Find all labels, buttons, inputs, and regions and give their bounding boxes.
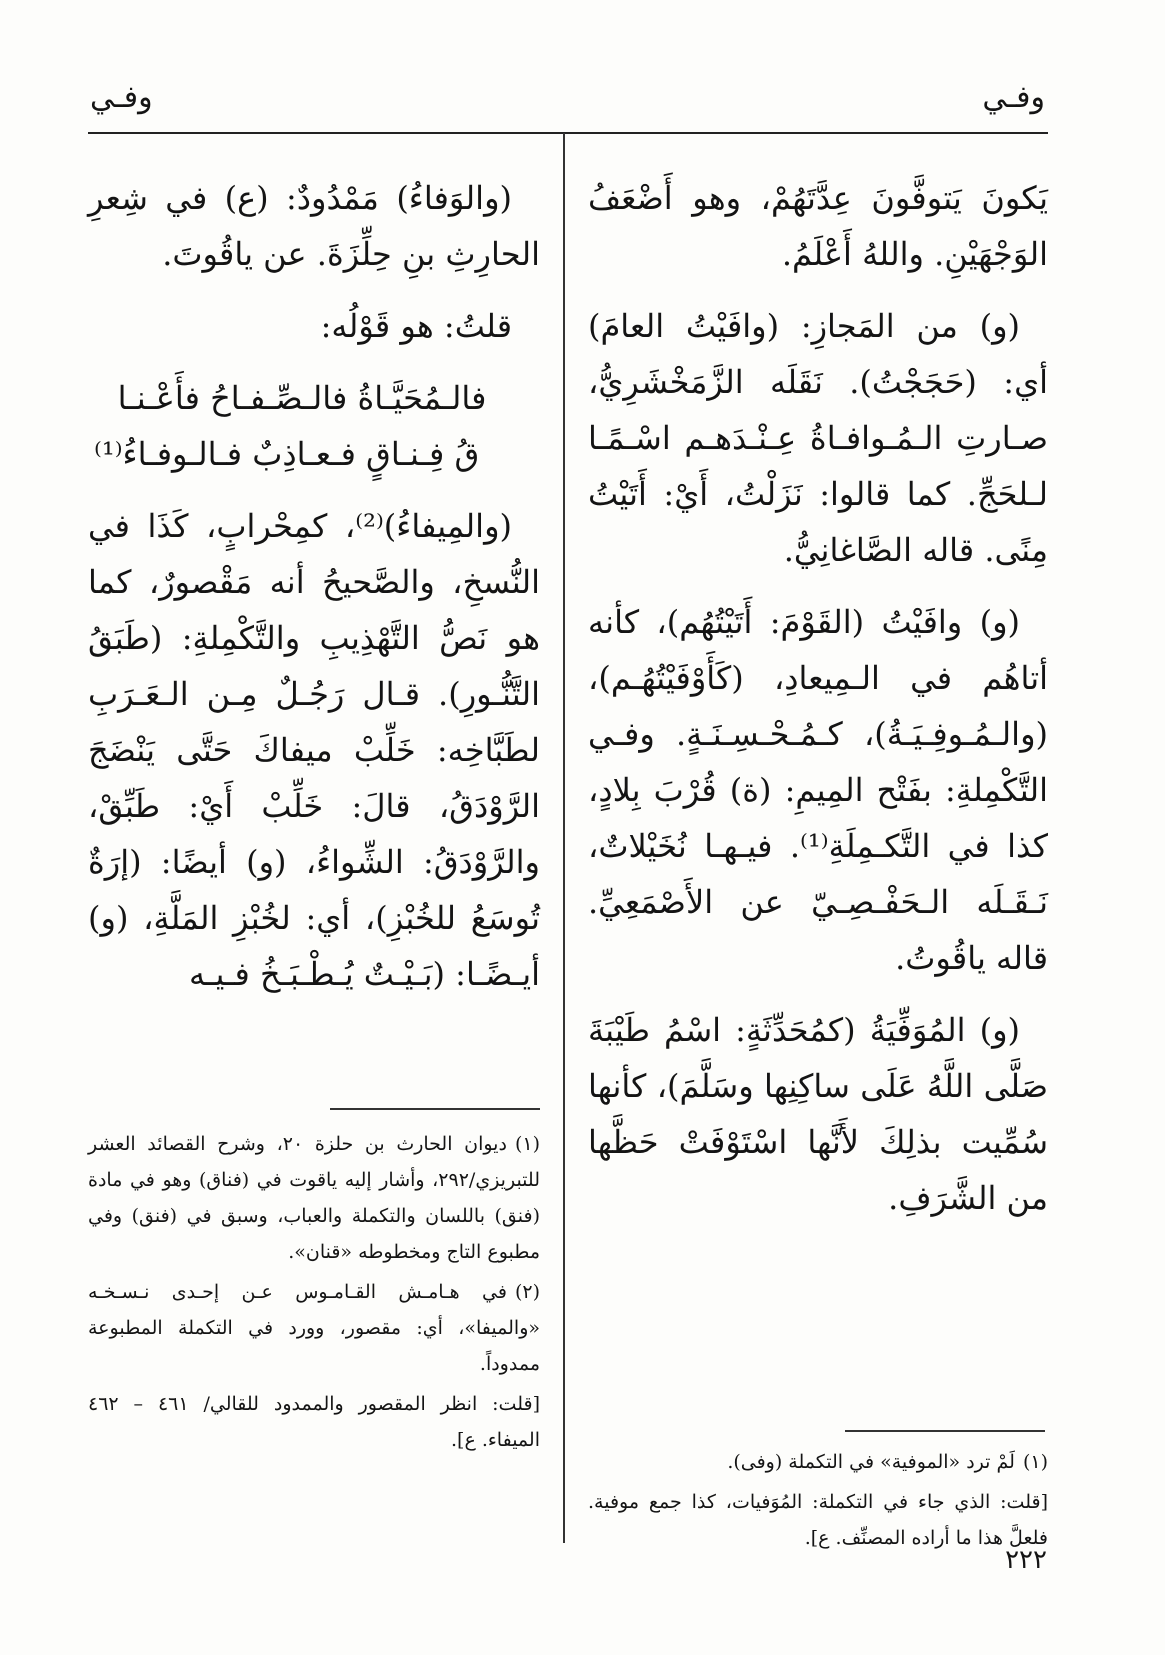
- running-header-right: وفـي: [982, 80, 1045, 115]
- left-column: [88, 170, 540, 1018]
- paragraph: (والوَفاءُ) مَمْدُودٌ: (ع) في شِعرِ الحارِثِ بنِ حِلِّزَةَ. عن ياقُوتَ.: [88, 179, 540, 273]
- paragraph: (والمِيفاءُ)⁽²⁾، كمِحْرابٍ، كَذَا في النُّسخِ، والصَّحيحُ أنه مَقْصورٌ، كما هو نَصُّ التَّهْذِيبِ والتَّكْمِلةِ: (طَبَقُ التَّنُّـورِ). قـال رَجُـلٌ مِـن الـعَـرَبِ لطَبَّاخِه: خَلِّبْ ميفاكَ حَتَّى يَنْضَجَ الرَّوْدَقُ، قالَ: خَلِّبْ أَيْ: طَبِّقْ، والرَّوْدَقُ: الشِّواءُ، (و) أيضًا: (إرَةٌ تُوسَعُ للخُبْزِ)، أي: لخُبْزِ المَلَّةِ، (و) أيـضًـا: (بَـيْـتٌ يُـطْـبَـخُ فـيـه: [88, 507, 540, 993]
- footnote-text: [قلت: الذي جاء في التكملة: المُوَفيات، كذا جمع موفية. فلعلَّ هذا ما أراده المصنِّف. ع].: [588, 1491, 1048, 1549]
- footnote-number: (١): [514, 1133, 540, 1155]
- footnote-text: ديوان الحارث بن حلزة ٢٠، وشرح القصائد العشر للتبريزي/٢٩٢، وأشار إليه ياقوت في (فناق) وهو في مادة (فنق) باللسان والتكملة والعباب، وسبق في (فنق) وفي مطبوع التاج ومخطوطه «قنان».: [88, 1133, 540, 1263]
- paragraph: يَكونَ يَتوفَّونَ عِدَّتَهُمْ، وهو أَضْعَفُ الوَجْهَيْنِ. واللهُ أَعْلَمُ.: [588, 179, 1048, 273]
- verse-line: قُ فِـنـاقٍ فـعـاذِبٌ فـالـوفـاءُ⁽¹⁾: [94, 435, 480, 473]
- page-number: ٢٢٢: [1005, 1545, 1047, 1575]
- footnote-number: (٢): [514, 1281, 540, 1303]
- header-rule: [88, 132, 1048, 134]
- paragraph: (و) المُوَفِّيَةُ (كمُحَدِّثَةٍ: اسْمُ طَيْبَةَ صَلَّى اللَّهُ عَلَى ساكِنِها وسَلَّمَ)، كأنها سُمِّيت بذلِكَ لأَنَّها اسْتَوْفَتْ حَظَّها من الشَّرَفِ.: [588, 1011, 1048, 1217]
- footnote-text: [قلت: انظر المقصور والممدود للقالي/ ٤٦١ – ٤٦٢ الميفاء. ع].: [88, 1393, 540, 1451]
- footnote: [588, 1484, 1048, 1556]
- footnotes-left: [88, 1126, 540, 1462]
- paragraph: قلتُ: هو قَوْلُه:: [320, 307, 512, 345]
- footnote-rule: [330, 1108, 540, 1110]
- footnotes-right: [588, 1444, 1048, 1560]
- footnote-number: (١): [1022, 1451, 1048, 1473]
- verse: [88, 370, 540, 482]
- footnote: [88, 1274, 540, 1382]
- footnote-text: لَمْ ترد «الموفية» في التكملة (وفى).: [727, 1451, 1015, 1473]
- paragraph: (و) وافَيْتُ (القَوْمَ: أَتَيْتُهُم)، كأنه أتاهُم في الـمِيعادِ، (كَأَوْفَيْتُهُـم)، (والـمُـوفِـيَـةُ)، كـمُـحْـسِـنَـةٍ. وفـي التَّكْمِلةِ: بفَتْح المِيمِ: (ة) قُرْبَ بِلادٍ، كذا في التَّكـمِلَةِ⁽¹⁾. فيـهـا نُخَيْلاتٌ، نَـقَـلَه الـحَفْـصِـيّ عن الأَصْمَعِيِّ. قاله ياقُوتُ.: [588, 603, 1049, 977]
- verse-line: فالـمُحَيَّـاةُ فالـصِّـفـاحُ فأَعْـنـا: [117, 379, 487, 417]
- paragraph: (و) من المَجازِ: (وافَيْتُ العامَ) أي: (حَجَجْتُ). نَقَلَه الزَّمَخْشَرِيُّ، صـارتِ الـمُـوافـاةُ عِـنْـدَهـم اسْـمًـا لـلحَجِّ. كما قالوا: نَزَلْتُ، أَيْ: أَتَيْتُ مِنًى. قاله الصَّاغانِيُّ.: [588, 307, 1048, 569]
- footnote-rule: [845, 1430, 1045, 1432]
- footnote: [88, 1126, 540, 1270]
- footnote: [588, 1444, 1048, 1480]
- right-column: [588, 170, 1048, 1242]
- running-header-left: وفـي: [90, 80, 153, 115]
- footnote: [88, 1386, 540, 1458]
- footnote-text: في هـامـش القـامـوس عـن إحـدى نـسـخـه «والميفا»، أي: مقصور، وورد في التكملة المطبوعة ممدوداً.: [88, 1281, 540, 1375]
- column-divider: [563, 133, 565, 1543]
